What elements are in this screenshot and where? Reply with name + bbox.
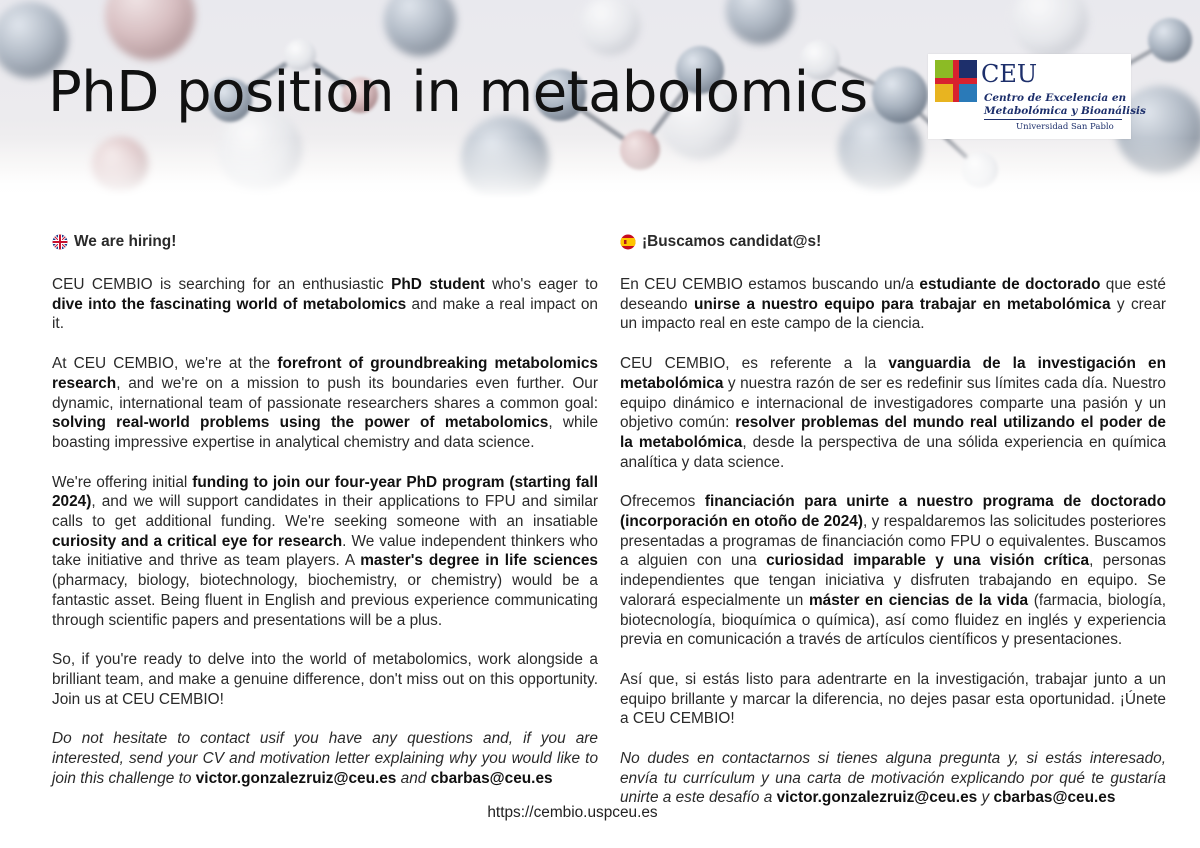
- emphasis-text: máster en ciencias de la vida: [808, 591, 1029, 609]
- english-heading-text: We are hiring!: [74, 233, 177, 250]
- body-text: No dudes en contactarnos si tienes alguna pregunta y, si estás interesado, envía tu currículum y una carta de motivación explicando por qué te gustaría unirte a este desafío a: [620, 750, 1166, 807]
- emphasis-text: funding to join our four-year PhD program (starting fall 2024): [52, 473, 598, 511]
- spanish-heading: [620, 229, 1166, 255]
- logo-subtitle-2: Metabolómica y Bioanálisis: [984, 105, 1146, 117]
- body-text: So, if you're ready to delve into the world of metabolomics, work alongside a brilliant team, and make a genuine difference, don't miss out on this opportunity. Join us at CEU CEMBIO!: [52, 651, 598, 708]
- body-text: que esté deseando: [620, 276, 1166, 313]
- body-text: At CEU CEMBIO, we're at the: [52, 355, 278, 373]
- body-text: En CEU CEMBIO estamos buscando un/a: [620, 276, 920, 293]
- website-url[interactable]: https://cembio.uspceu.es: [487, 804, 658, 821]
- emphasis-text: financiación para unirte a nuestro programa de doctorado (incorporación en otoño de 2024): [620, 493, 1166, 531]
- spanish-paragraph-3: [620, 492, 1166, 650]
- body-text: (pharmacy, biology, biotechnology, biochemistry, or chemistry) would be a fantastic asset. Being fluent in English and previous experience communicating through scientific papers and presentations will be a plus.: [52, 572, 598, 629]
- emphasis-text: solving real-world problems using the power of metabolomics: [52, 414, 549, 432]
- page-title: PhD position in metabolomics: [48, 60, 868, 125]
- body-text: , while boasting impressive expertise in analytical chemistry and data science.: [52, 414, 599, 451]
- body-text: Ofrecemos: [620, 493, 705, 511]
- body-text: (farmacia, biología, biotecnología, bioquímica o química), así como fluidez en inglés y experiencia previa en comunicación a través de artículos científicos y presentaciones.: [620, 591, 1166, 649]
- emphasis-text: forefront of groundbreaking metabolomics research: [52, 355, 598, 392]
- body-text: and make a real impact on it.: [52, 295, 598, 333]
- spanish-paragraph-1: [620, 275, 1166, 334]
- spanish-paragraph-2: [620, 354, 1166, 472]
- english-paragraph-1: [52, 275, 598, 334]
- logo-university: Universidad San Pablo: [1016, 122, 1114, 132]
- emphasis-text[interactable]: victor.gonzalezruiz@ceu.es: [776, 789, 978, 807]
- body-text: CEU CEMBIO is searching for an enthusiastic: [52, 276, 392, 293]
- spain-flag-icon: [620, 234, 636, 250]
- body-text: who's eager to: [484, 276, 598, 293]
- body-text: , desde la perspectiva de una sólida experiencia en química analítica y data science.: [620, 433, 1167, 471]
- body-text: , and we're on a mission to push its boundaries even further. Our dynamic, international team of passionate researchers shares a common goal:: [52, 374, 598, 412]
- emphasis-text[interactable]: cbarbas@ceu.es: [430, 769, 553, 787]
- english-heading: [52, 229, 598, 255]
- english-column: [52, 229, 598, 808]
- logo-divider: [984, 119, 1122, 120]
- ceu-cross-icon: [935, 60, 977, 102]
- ceu-logo: [928, 54, 1146, 139]
- emphasis-text[interactable]: victor.gonzalezruiz@ceu.es: [195, 769, 397, 787]
- logo-name: CEU: [981, 60, 1038, 88]
- spanish-column: [620, 229, 1166, 828]
- body-text: , y respaldaremos las solicitudes posteriores presentadas a programas de financiación como FPU o equivalentes. Buscamos a alguien con una: [620, 513, 1166, 570]
- body-text: We're offering initial: [52, 473, 193, 491]
- body-text: CEU CEMBIO, es referente a la: [620, 355, 889, 373]
- body-text: Do not hesitate to contact usif you have any questions and, if you are interested, send your CV and motivation letter explaining why you would like to join this challenge to: [52, 730, 598, 787]
- emphasis-text: PhD student: [391, 276, 485, 293]
- emphasis-text: vanguardia de la investigación en metabolómica: [620, 355, 1166, 392]
- emphasis-text: resolver problemas del mundo real utilizando el poder de la metabolómica: [620, 414, 1166, 451]
- body-text: y: [977, 789, 994, 807]
- banner-fade: [0, 138, 1200, 198]
- body-text: and: [396, 769, 431, 787]
- spanish-paragraph-4: [620, 670, 1166, 729]
- english-paragraph-2: [52, 354, 598, 453]
- body-text: y crear un impacto real en este campo de la ciencia.: [620, 295, 1167, 333]
- english-paragraph-4: [52, 650, 598, 709]
- uk-flag-icon: [52, 234, 68, 250]
- body-text: . We value independent thinkers who take initiative and thrive as team players. A: [52, 532, 598, 570]
- emphasis-text[interactable]: cbarbas@ceu.es: [993, 789, 1116, 807]
- emphasis-text: unirse a nuestro equipo para trabajar en metabolómica: [693, 295, 1111, 313]
- spanish-contact-paragraph: [620, 749, 1166, 808]
- body-text: , personas independientes que tengan iniciativa y disfruten trabajando en equipo. Se valorará especialmente un: [620, 552, 1166, 609]
- emphasis-text: estudiante de doctorado: [919, 276, 1101, 293]
- logo-subtitle-1: Centro de Excelencia en: [984, 92, 1127, 104]
- english-paragraph-3: [52, 473, 598, 631]
- body-text: y nuestra razón de ser es redefinir sus límites cada día. Nuestro equipo dinámico e internacional de investigadores comparte una pasión y un objetivo común:: [620, 374, 1166, 432]
- english-contact-paragraph: [52, 729, 598, 788]
- body-text: , and we will support candidates in their applications to FPU and similar calls to get additional funding. We're seeking someone with an insatiable: [52, 493, 598, 531]
- emphasis-text: dive into the fascinating world of metabolomics: [52, 295, 407, 313]
- emphasis-text: curiosity and a critical eye for research: [52, 532, 343, 550]
- body-text: Así que, si estás listo para adentrarte en la investigación, trabajar junto a un equipo brillante y marcar la diferencia, no dejes pasar esta oportunidad. ¡Únete a CEU CEMBIO!: [620, 670, 1166, 728]
- emphasis-text: master's degree in life sciences: [360, 552, 598, 570]
- header-banner: [0, 0, 1200, 198]
- emphasis-text: curiosidad imparable y una visión crítica: [766, 552, 1090, 570]
- spanish-heading-text: ¡Buscamos candidat@s!: [642, 233, 822, 250]
